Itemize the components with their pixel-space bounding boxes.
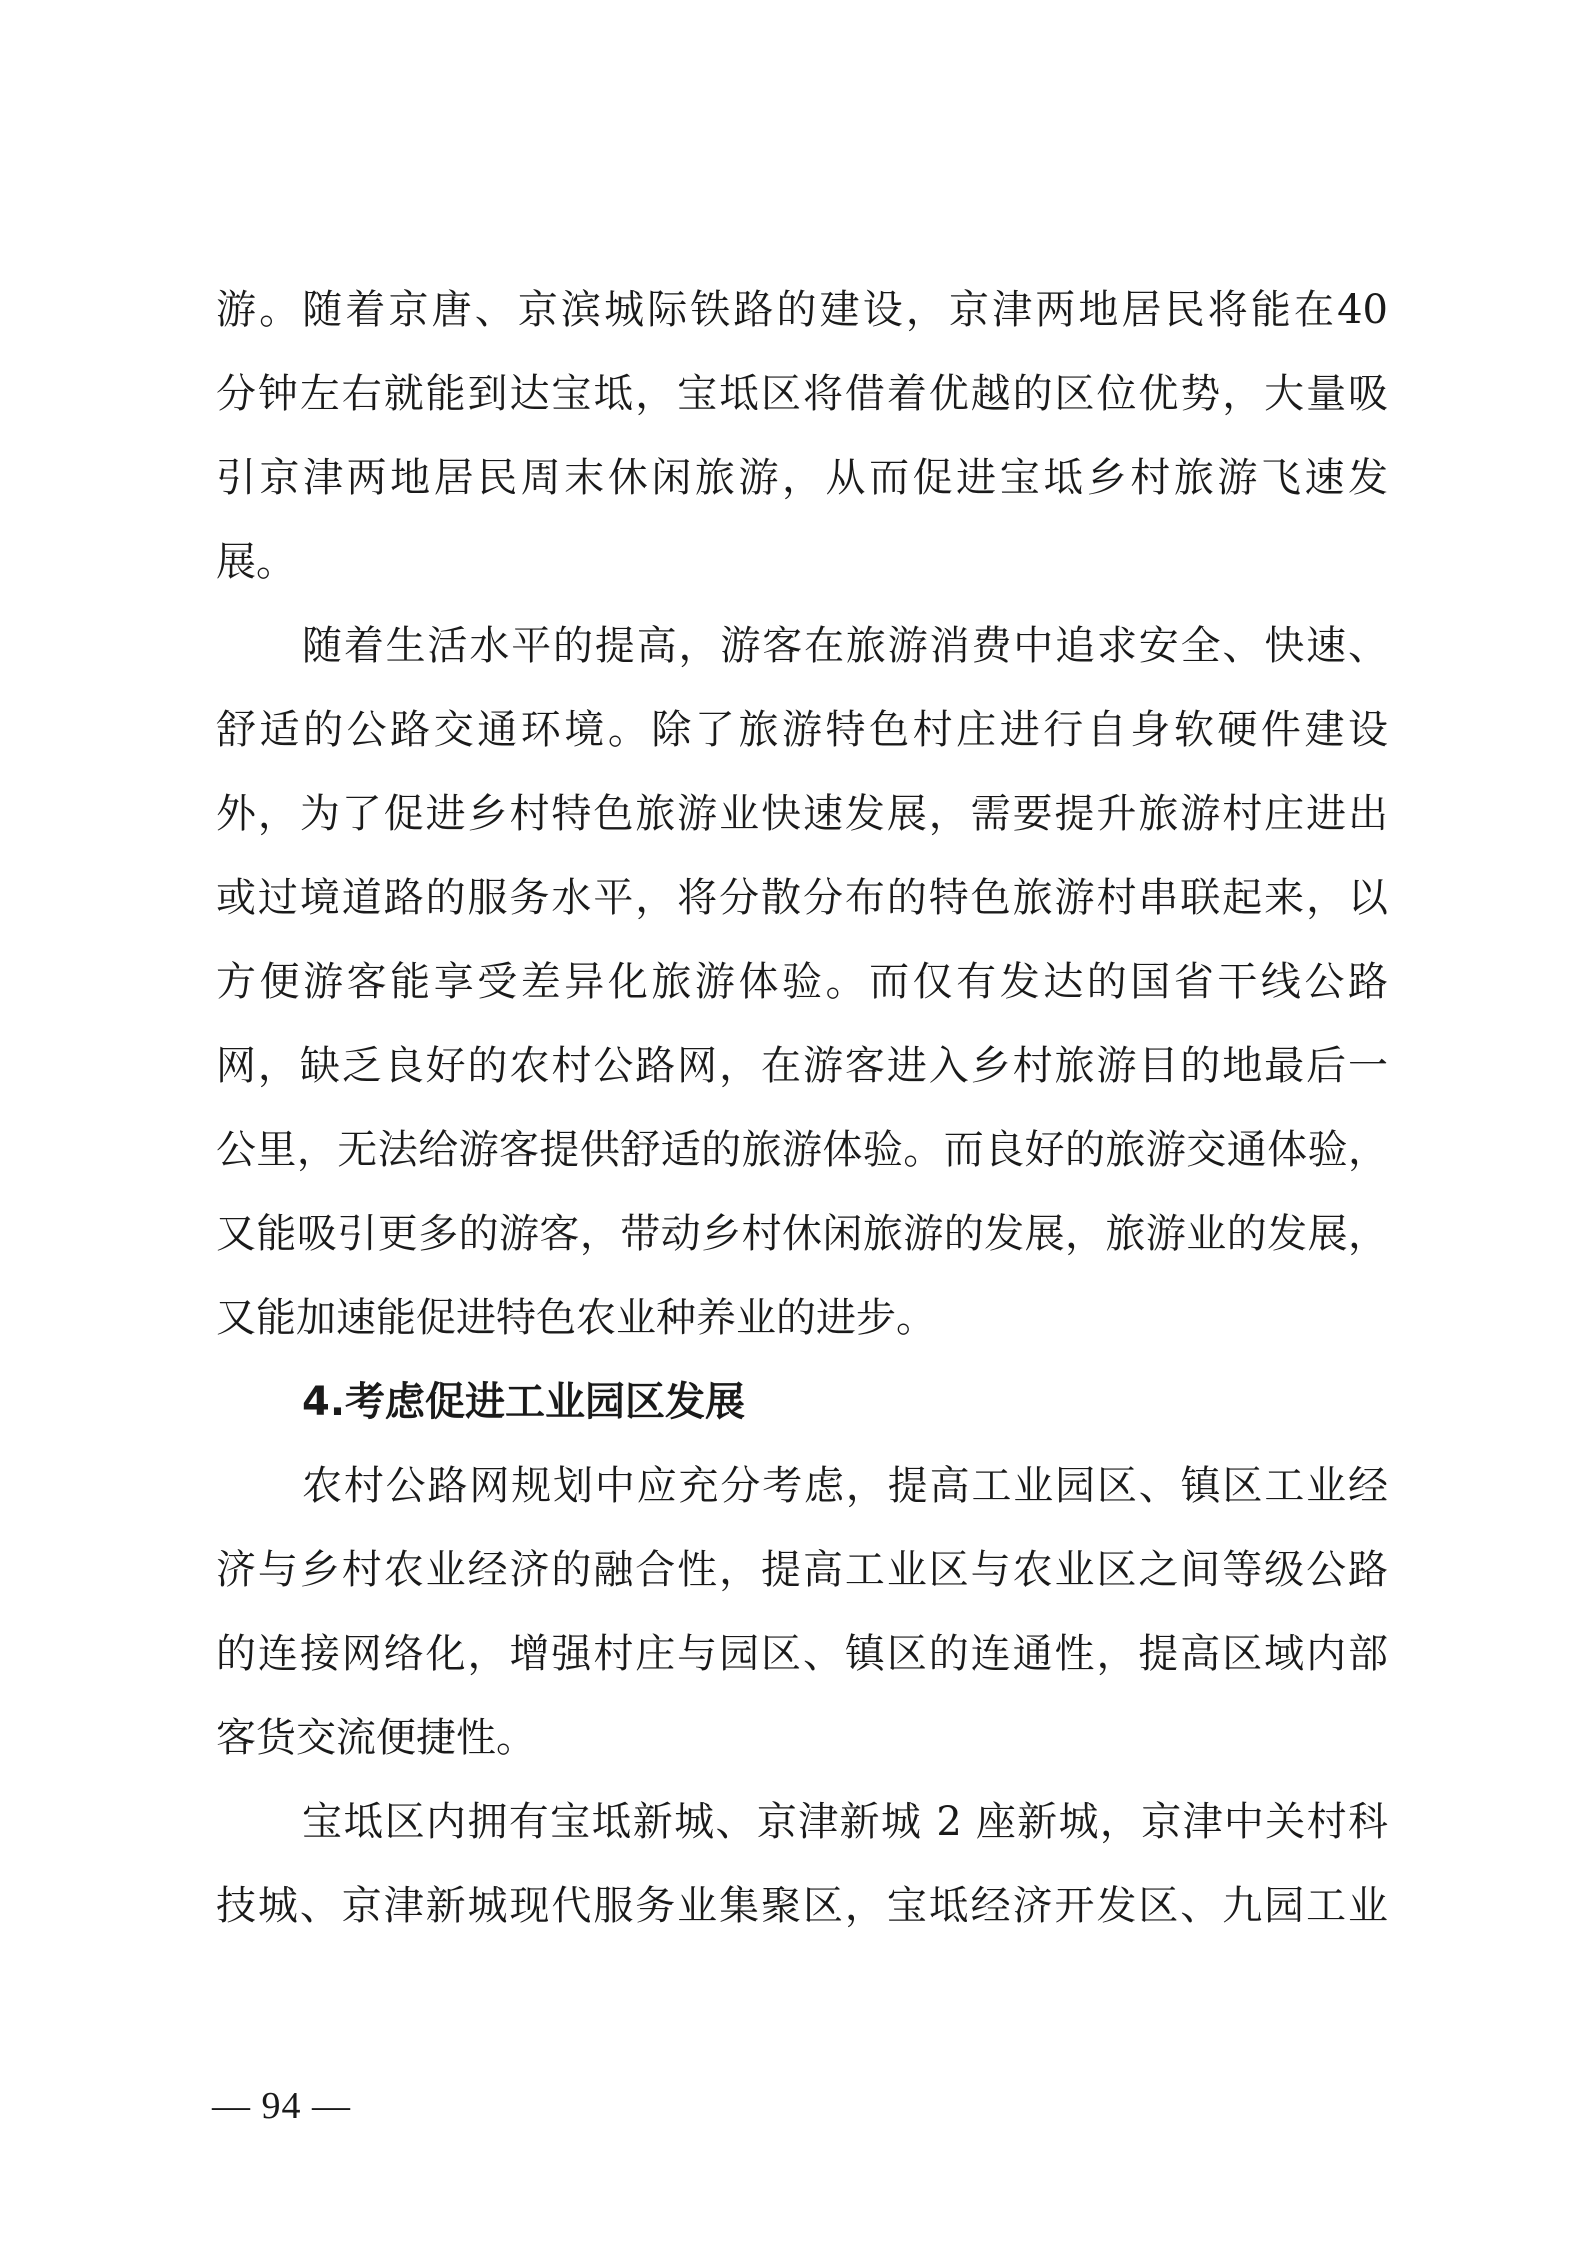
text-line: 济与乡村农业经济的融合性，提高工业区与农业区之间等级公路 bbox=[216, 1547, 1388, 1593]
page-number: — 94 — bbox=[212, 2085, 351, 2127]
paragraph-2 bbox=[216, 604, 1388, 1360]
text-line: 随着生活水平的提高，游客在旅游消费中追求安全、快速、 bbox=[302, 623, 1388, 669]
document-body bbox=[216, 268, 1388, 1948]
text-line: 农村公路网规划中应充分考虑，提高工业园区、镇区工业经 bbox=[302, 1463, 1388, 1509]
text-line: 又能吸引更多的游客，带动乡村休闲旅游的发展，旅游业的发展， bbox=[216, 1211, 1388, 1257]
text-line: 分钟左右就能到达宝坻，宝坻区将借着优越的区位优势，大量吸 bbox=[216, 371, 1388, 417]
text-line: 引京津两地居民周末休闲旅游，从而促进宝坻乡村旅游飞速发 bbox=[216, 455, 1388, 501]
text-line: 舒适的公路交通环境。除了旅游特色村庄进行自身软硬件建设 bbox=[216, 707, 1388, 753]
text-line: 方便游客能享受差异化旅游体验。而仅有发达的国省干线公路 bbox=[216, 959, 1388, 1005]
text-line: 又能加速能促进特色农业种养业的进步。 bbox=[216, 1295, 936, 1341]
paragraph-1 bbox=[216, 268, 1388, 604]
section-heading: 4.考虑促进工业园区发展 bbox=[302, 1379, 746, 1425]
text-line: 展。 bbox=[216, 539, 296, 585]
paragraph-3 bbox=[216, 1444, 1388, 1780]
text-line: 外，为了促进乡村特色旅游业快速发展，需要提升旅游村庄进出 bbox=[216, 791, 1388, 837]
text-line: 公里，无法给游客提供舒适的旅游体验。而良好的旅游交通体验， bbox=[216, 1127, 1388, 1173]
text-line: 或过境道路的服务水平，将分散分布的特色旅游村串联起来，以 bbox=[216, 875, 1388, 921]
text-line: 的连接网络化，增强村庄与园区、镇区的连通性，提高区域内部 bbox=[216, 1631, 1388, 1677]
paragraph-4 bbox=[216, 1780, 1388, 1948]
text-line: 宝坻区内拥有宝坻新城、京津新城 2 座新城，京津中关村科 bbox=[302, 1799, 1388, 1845]
text-line: 网，缺乏良好的农村公路网，在游客进入乡村旅游目的地最后一 bbox=[216, 1043, 1388, 1089]
text-line: 技城、京津新城现代服务业集聚区，宝坻经济开发区、九园工业 bbox=[216, 1883, 1388, 1929]
text-line: 游。随着京唐、京滨城际铁路的建设，京津两地居民将能在40 bbox=[216, 287, 1388, 333]
text-line: 客货交流便捷性。 bbox=[216, 1715, 536, 1761]
